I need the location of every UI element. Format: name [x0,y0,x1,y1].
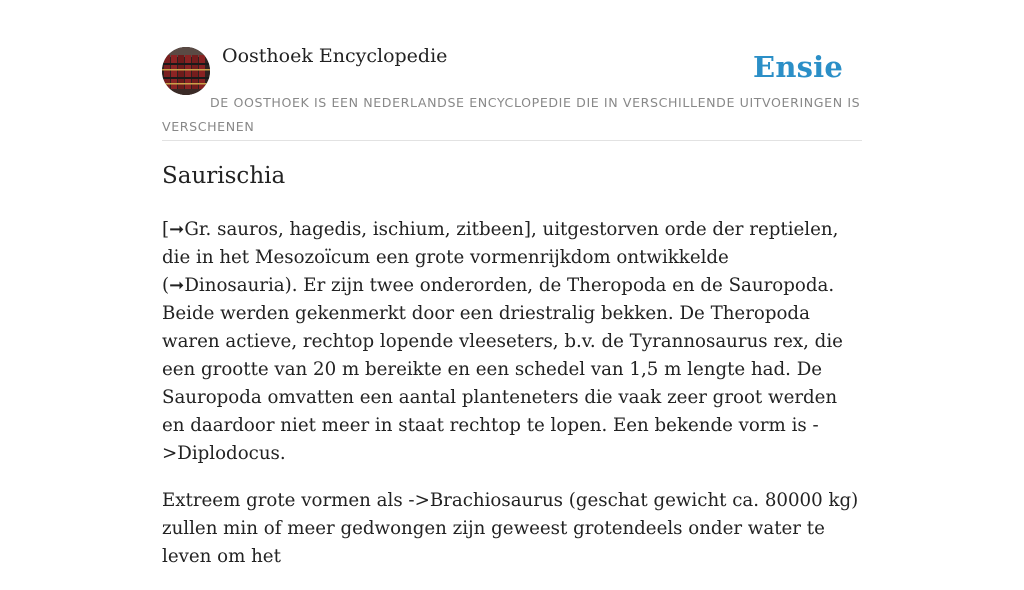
site-header [162,0,862,141]
encyclopedia-books-icon[interactable] [162,47,210,95]
article-body [162,216,862,590]
article-title: Saurischia [162,163,286,189]
article-paragraph: [➞Gr. sauros, hagedis, ischium, zitbeen], uitgestorven orde der reptielen, die in het Mesozoïcum een grote vormenrijkdom ontwikkelde (➞Dinosauria). Er zijn twee onderorden, de Theropoda en de Sauropoda. Beide werden gekenmerkt door een driestralig bekken. De Theropoda waren actieve, rechtop lopende vleeseters, b.v. de Tyrannosaurus rex, die een grootte van 20 m bereikte en een schedel van 1,5 m lengte had. De Sauropoda omvatten een aantal planteneters die vaak zeer groot werden en daardoor niet meer in staat rechtop te lopen. Een bekende vorm is ->Diplodocus. [162,219,843,464]
page [162,0,862,567]
article-paragraph: Extreem grote vormen als ->Brachiosaurus (geschat gewicht ca. 80000 kg) zullen min of meer gedwongen zijn geweest grotendeels onder water te leven om het [162,490,859,567]
site-tagline: DE OOSTHOEK IS EEN NEDERLANDSE ENCYCLOPEDIE DIE IN VERSCHILLENDE UITVOERINGEN IS VERSCHENEN [162,95,861,134]
site-name[interactable]: Oosthoek Encyclopedie [222,45,448,67]
brand-logo-link[interactable]: Ensie [753,50,843,84]
